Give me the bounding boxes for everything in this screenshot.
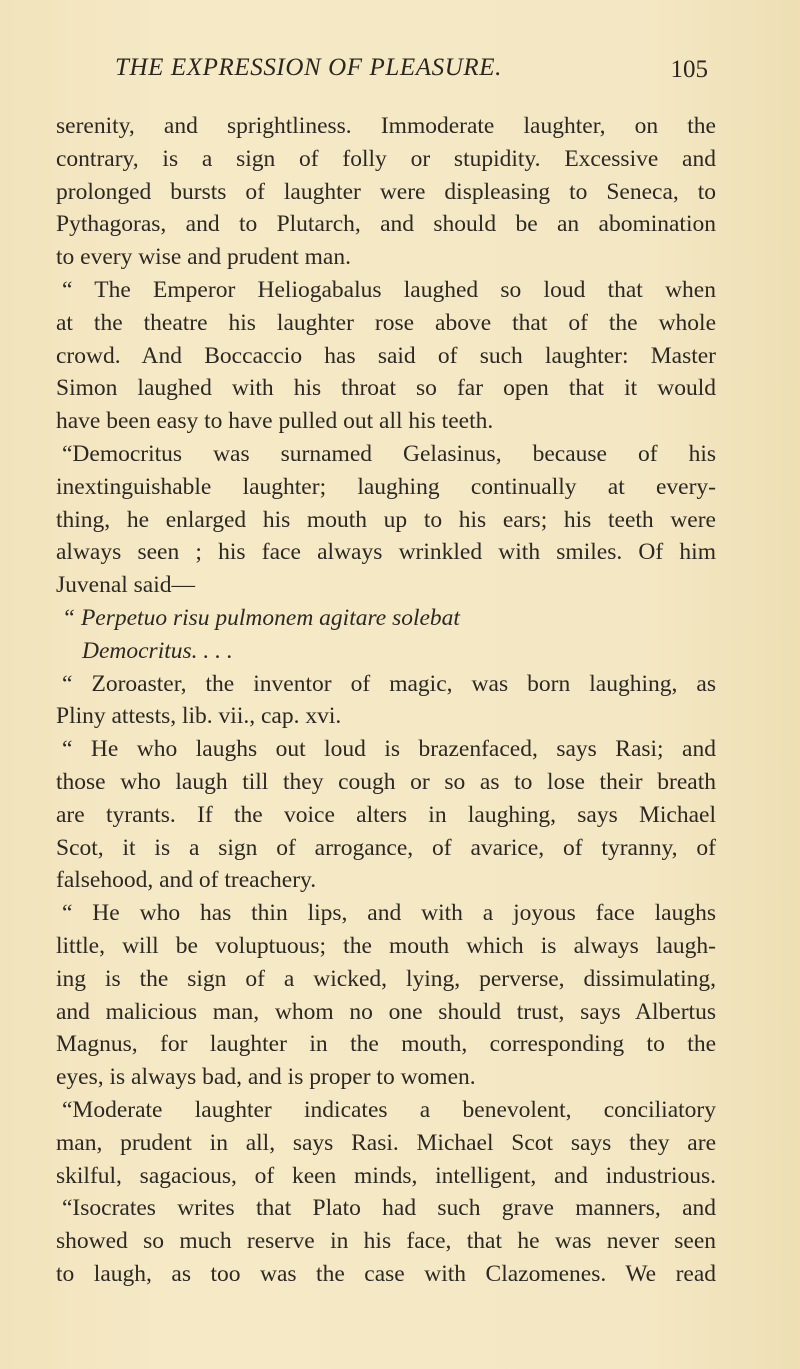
verse-line: Democritus. . . . (82, 637, 233, 664)
text-line: at the theatre his laughter rose above that of the whole (56, 309, 716, 336)
text-line: always seen ; his face always wrinkled with smiles. Of him (56, 539, 716, 566)
page-header (100, 54, 720, 94)
text-line: man, prudent in all, says Rasi. Michael Scot says they are (56, 1129, 716, 1156)
text-line: to every wise and prudent man. (56, 244, 351, 271)
page-number: 105 (670, 56, 708, 83)
body-text (56, 110, 716, 1291)
text-line: Pythagoras, and to Plutarch, and should be an abomination (56, 211, 716, 238)
text-line: Magnus, for laughter in the mouth, corresponding to the (56, 1031, 716, 1058)
text-line: thing, he enlarged his mouth up to his ears; his teeth were (56, 506, 716, 533)
text-line: Simon laughed with his throat so far open that it would (56, 375, 716, 402)
text-line: “ Zoroaster, the inventor of magic, was born laughing, as (62, 670, 716, 697)
text-line: Scot, it is a sign of arrogance, of avarice, of tyranny, of (56, 834, 716, 861)
verse-line: “ Perpetuo risu pulmonem agitare solebat (62, 604, 460, 631)
text-line: Pliny attests, lib. vii., cap. xvi. (56, 703, 342, 730)
text-line: “ The Emperor Heliogabalus laughed so loud that when (62, 276, 716, 303)
text-line: “ He who has thin lips, and with a joyous face laughs (62, 900, 716, 927)
text-line: falsehood, and of treachery. (56, 867, 317, 894)
text-line: skilful, sagacious, of keen minds, intelligent, and industrious. (56, 1162, 716, 1189)
text-line: contrary, is a sign of folly or stupidity. Excessive and (56, 145, 716, 172)
text-line: crowd. And Boccaccio has said of such laughter: Master (56, 342, 716, 369)
text-line: showed so much reserve in his face, that he was never seen (56, 1228, 716, 1255)
text-line: to laugh, as too was the case with Clazomenes. We read (56, 1260, 716, 1287)
text-line: “Isocrates writes that Plato had such grave manners, and (62, 1195, 716, 1222)
text-line: those who laugh till they cough or so as to lose their breath (56, 768, 716, 795)
text-line: are tyrants. If the voice alters in laughing, says Michael (56, 801, 716, 828)
text-line: inextinguishable laughter; laughing continually at every- (56, 473, 716, 500)
text-line: Juvenal said— (56, 572, 196, 599)
text-line: prolonged bursts of laughter were displeasing to Seneca, to (56, 178, 716, 205)
text-line: have been easy to have pulled out all his teeth. (56, 408, 494, 435)
text-line: “ He who laughs out loud is brazenfaced, says Rasi; and (62, 736, 716, 763)
text-line: “Moderate laughter indicates a benevolent, conciliatory (62, 1096, 716, 1123)
text-line: ing is the sign of a wicked, lying, perverse, dissimulating, (56, 965, 716, 992)
text-line: and malicious man, whom no one should trust, says Albertus (56, 998, 716, 1025)
text-line: little, will be voluptuous; the mouth which is always laugh- (56, 932, 716, 959)
text-line: serenity, and sprightliness. Immoderate laughter, on the (56, 113, 716, 139)
running-head: THE EXPRESSION OF PLEASURE. (115, 54, 502, 81)
text-line: “Democritus was surnamed Gelasinus, because of his (62, 440, 716, 467)
text-line: eyes, is always bad, and is proper to women. (56, 1064, 476, 1091)
